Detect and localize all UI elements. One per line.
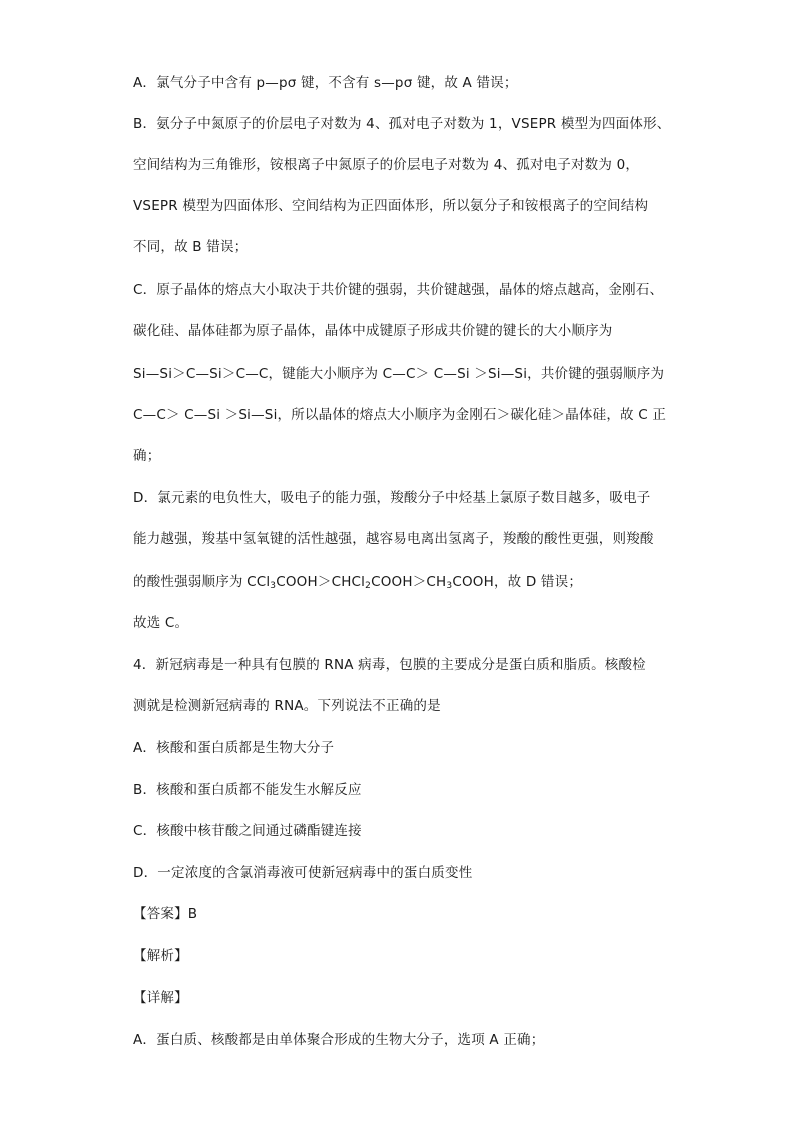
acid-prefix: 的酸性强弱顺序为 CCl <box>133 574 271 590</box>
acid-order-line <box>133 572 582 592</box>
text-line: B．氨分子中氮原子的价层电子对数为 4、孤对电子对数为 1，VSEPR 模型为四面体形、 <box>133 116 671 132</box>
option-c: C．核酸中核苷酸之间通过磷酯键连接 <box>133 823 362 839</box>
subscript: 3 <box>446 581 453 591</box>
detail-label: 【详解】 <box>133 990 188 1006</box>
option-d: D．一定浓度的含氯消毒液可使新冠病毒中的蛋白质变性 <box>133 865 473 881</box>
answer-label: 【答案】B <box>133 906 198 922</box>
option-b: B．核酸和蛋白质都不能发生水解反应 <box>133 782 362 798</box>
text-line: C．原子晶体的熔点大小取决于共价键的强弱，共价键越强，晶体的熔点越高，金刚石、 <box>133 282 664 298</box>
text-line: 能力越强，羧基中氢氧键的活性越强，越容易电离出氢离子，羧酸的酸性更强，则羧酸 <box>133 531 654 547</box>
acid-mid: COOH＞CH <box>371 574 447 590</box>
text-line: Si—Si＞C—Si＞C—C，键能大小顺序为 C—C＞ C—Si ＞Si—Si，共价键的强弱顺序为 <box>133 366 665 382</box>
acid-suffix: COOH，故 D 错误； <box>452 574 583 590</box>
text-line: 确； <box>133 448 161 464</box>
subscript: 3 <box>270 581 277 591</box>
text-line: 空间结构为三角锥形，铵根离子中氮原子的价层电子对数为 4、孤对电子对数为 0， <box>133 157 640 173</box>
option-a: A．核酸和蛋白质都是生物大分子 <box>133 740 335 756</box>
text-line: D．氯元素的电负性大，吸电子的能力强，羧酸分子中烃基上氯原子数目越多，吸电子 <box>133 490 651 506</box>
analysis-label: 【解析】 <box>133 948 188 964</box>
question-line: 4．新冠病毒是一种具有包膜的 RNA 病毒，包膜的主要成分是蛋白质和脂质。核酸检 <box>133 657 646 673</box>
text-line: A．氯气分子中含有 p—pσ 键，不含有 s—pσ 键，故 A 错误； <box>133 75 518 91</box>
text-line: C—C＞ C—Si ＞Si—Si，所以晶体的熔点大小顺序为金刚石＞碳化硅＞晶体硅，故 C 正 <box>133 407 667 423</box>
text-line: 碳化硅、晶体硅都为原子晶体，晶体中成键原子形成共价键的键长的大小顺序为 <box>133 323 613 339</box>
question-line: 测就是检测新冠病毒的 RNA。下列说法不正确的是 <box>133 698 441 714</box>
acid-mid: COOH＞CHCl <box>276 574 366 590</box>
text-line: 故选 C。 <box>133 615 189 631</box>
text-line: A．蛋白质、核酸都是由单体聚合形成的生物大分子，选项 A 正确； <box>133 1032 545 1048</box>
text-line: VSEPR 模型为四面体形、空间结构为正四面体形，所以氨分子和铵根离子的空间结构 <box>133 198 649 214</box>
text-line: 不同，故 B 错误； <box>133 239 248 255</box>
subscript: 2 <box>365 581 372 591</box>
